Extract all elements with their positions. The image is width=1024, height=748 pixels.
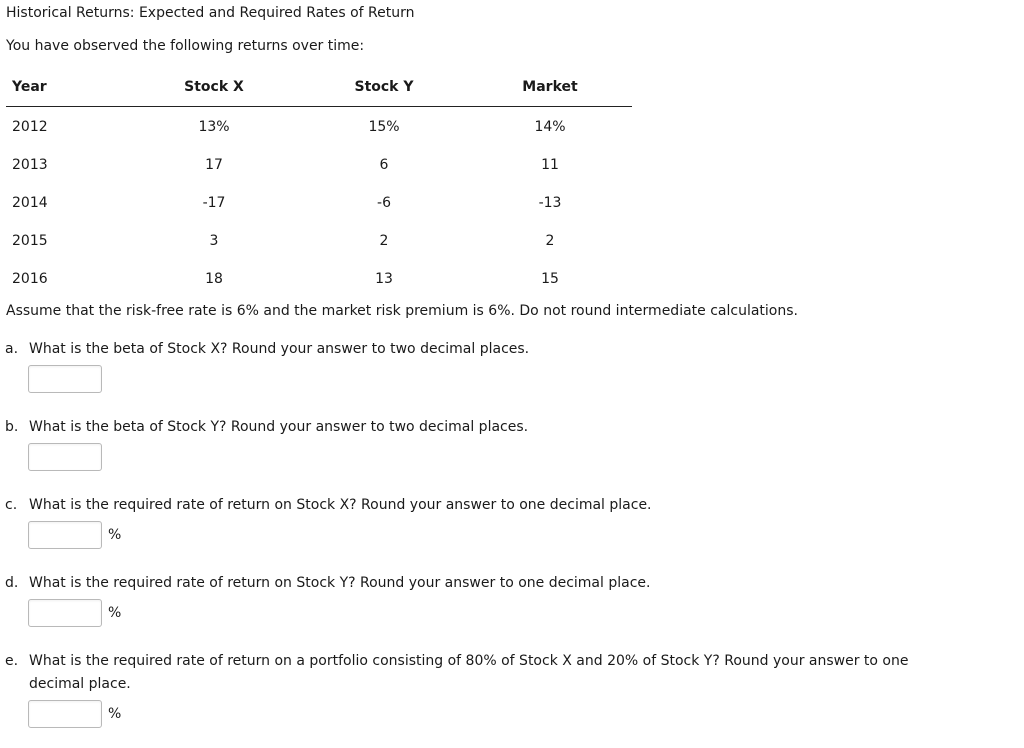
answer-e-input[interactable] xyxy=(28,700,102,728)
table-row xyxy=(6,222,632,260)
question-letter: b. xyxy=(5,419,19,435)
question-letter: c. xyxy=(5,497,18,513)
header-stock-y: Stock Y xyxy=(342,68,426,107)
question-c xyxy=(5,497,652,513)
cell-year: 2016 xyxy=(12,271,48,287)
cell-year: 2014 xyxy=(12,195,48,211)
cell-year: 2013 xyxy=(12,157,48,173)
answer-d-input[interactable] xyxy=(28,599,102,627)
cell-market: 14% xyxy=(534,118,566,135)
question-text: What is the required rate of return on Stock Y? Round your answer to one decimal place. xyxy=(29,575,651,591)
assumption-text: Assume that the risk-free rate is 6% and the market risk premium is 6%. Do not round intermediate calculations. xyxy=(6,303,798,319)
cell-stock-y: 6 xyxy=(379,157,389,173)
cell-stock-x: 3 xyxy=(209,233,219,249)
question-d xyxy=(5,575,650,591)
question-letter: d. xyxy=(5,575,19,591)
table-header-row xyxy=(6,68,632,107)
cell-stock-x: 18 xyxy=(205,271,223,287)
question-text: What is the beta of Stock Y? Round your answer to two decimal places. xyxy=(29,419,529,435)
returns-table xyxy=(6,68,632,298)
cell-market: 2 xyxy=(545,233,555,249)
cell-year: 2015 xyxy=(12,233,48,249)
cell-stock-y: 15% xyxy=(368,118,400,135)
answer-c-input[interactable] xyxy=(28,521,102,549)
cell-market: 11 xyxy=(541,157,559,173)
cell-stock-x: 17 xyxy=(205,157,223,173)
cell-market: -13 xyxy=(538,195,562,211)
answer-b-input[interactable] xyxy=(28,443,102,471)
percent-unit: % xyxy=(108,527,122,543)
table-row xyxy=(6,184,632,222)
answer-a-input[interactable] xyxy=(28,365,102,393)
question-letter: e. xyxy=(5,653,19,669)
question-e xyxy=(5,653,908,669)
question-letter: a. xyxy=(5,341,19,357)
table-row xyxy=(6,107,632,147)
percent-unit: % xyxy=(108,605,122,621)
cell-stock-y: 2 xyxy=(379,233,389,249)
page-title: Historical Returns: Expected and Required Rates of Return xyxy=(6,5,415,21)
question-e-continuation: decimal place. xyxy=(29,676,131,692)
cell-stock-y: -6 xyxy=(377,195,391,211)
question-b xyxy=(5,419,528,435)
cell-year: 2012 xyxy=(12,118,48,135)
header-year: Year xyxy=(6,68,172,107)
intro-text: You have observed the following returns over time: xyxy=(6,38,365,54)
question-text: What is the required rate of return on Stock X? Round your answer to one decimal place. xyxy=(29,497,652,513)
question-text: What is the beta of Stock X? Round your answer to two decimal places. xyxy=(29,341,530,357)
cell-stock-y: 13 xyxy=(375,271,393,287)
cell-stock-x: -17 xyxy=(202,195,226,211)
header-stock-x: Stock X xyxy=(172,68,256,107)
cell-stock-x: 13% xyxy=(198,118,230,135)
percent-unit: % xyxy=(108,706,122,722)
question-text: What is the required rate of return on a portfolio consisting of 80% of Stock X and 20% of Stock Y? Round your answer to one xyxy=(29,653,909,669)
table-row xyxy=(6,146,632,184)
cell-market: 15 xyxy=(541,271,559,287)
table-row xyxy=(6,260,632,298)
question-a xyxy=(5,341,529,357)
header-market: Market xyxy=(508,68,592,107)
